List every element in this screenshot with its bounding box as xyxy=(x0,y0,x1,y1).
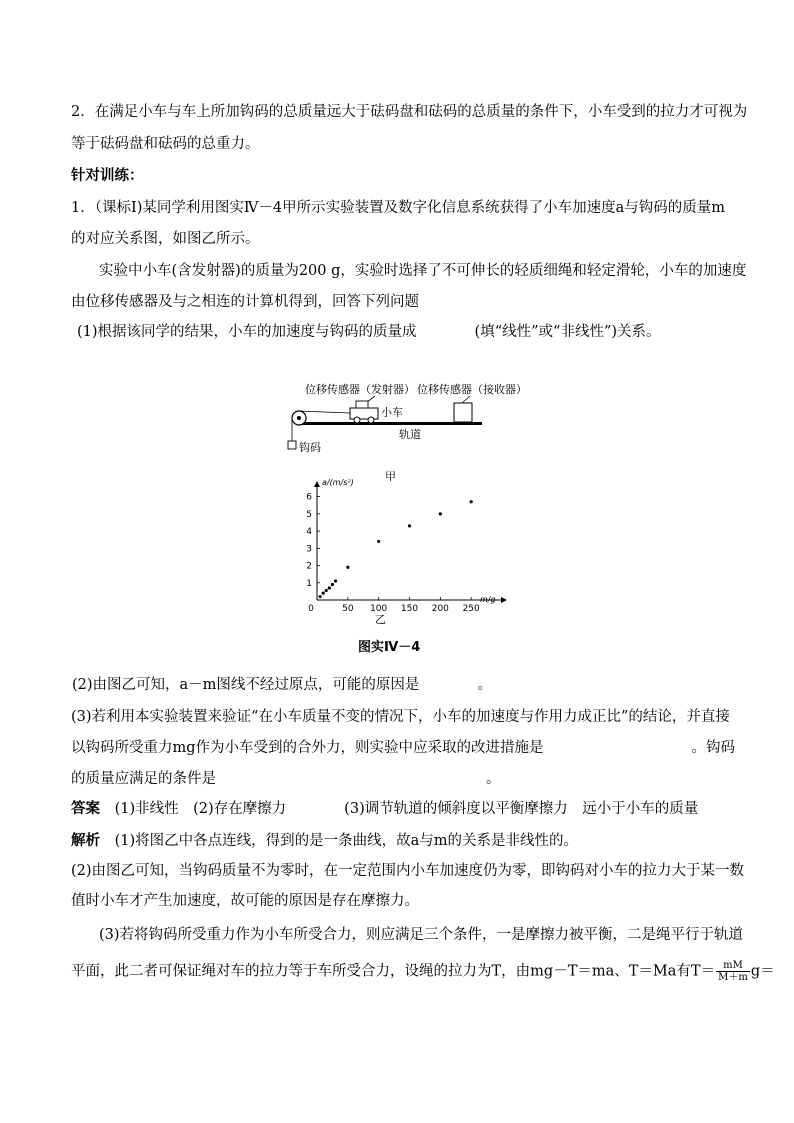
question-3-line-3 xyxy=(71,769,501,789)
analysis-text-5-tail: g＝ xyxy=(750,963,775,980)
scatter-chart xyxy=(290,476,510,626)
question-2 xyxy=(72,675,492,695)
analysis-line-5 xyxy=(71,960,775,983)
question-3-end: 。 xyxy=(486,771,501,787)
problem-line-3: 实验中小车(含发射器)的质量为200 g，实验时选择了不可伸长的轻质细绳和轻定滑轮，小车的加速度 xyxy=(99,263,747,279)
apparatus-diagram xyxy=(280,376,527,476)
analysis-line-4: (3)若将钩码所受重力作为小车所受合力，则应满足三个条件，一是摩擦力被平衡，二是绳平行于轨道 xyxy=(99,927,744,943)
y-axis-arrow xyxy=(314,481,320,487)
analysis-line-2: (2)由图乙可知，当钩码质量不为零时，在一定范围内小车加速度仍为零，即钩码对小车的拉力大于某一数 xyxy=(71,863,745,879)
data-point xyxy=(470,500,473,503)
answer-line xyxy=(71,799,698,819)
problem-line-4: 由位移传感器及与之相连的计算机得到，回答下列问题 xyxy=(71,294,419,310)
question-3-text: 以钩码所受重力mg作为小车受到的合外力，则实验中应采取的改进措施是 xyxy=(71,740,544,756)
fraction-numerator: mM xyxy=(716,960,750,972)
x-tick-label: 150 xyxy=(400,604,419,614)
x-tick-label: 250 xyxy=(462,604,480,614)
data-point xyxy=(328,586,331,589)
question-2-text: (2)由图乙可知，a－m图线不经过原点，可能的原因是 xyxy=(72,677,420,693)
hook-weight-label: 钩码 xyxy=(299,441,321,454)
analysis-line-3: 值时小车才产生加速度，故可能的原因是存在摩擦力。 xyxy=(71,893,419,909)
y-axis-label: a/(m/s²) xyxy=(322,478,354,487)
figure-label-a: 甲 xyxy=(385,470,396,483)
sensor-receiver-label: 位移传感器（接收器） xyxy=(417,383,527,396)
x-tick-label: 0 xyxy=(308,604,314,614)
question-1-text: (1)根据该同学的结果，小车的加速度与钩码的质量成 xyxy=(77,324,417,340)
tension-fraction xyxy=(716,960,750,983)
y-tick-label: 3 xyxy=(306,544,312,555)
question-2-end: 。 xyxy=(477,677,492,693)
problem-line-2: 的对应关系图，如图乙所示。 xyxy=(71,231,260,247)
answer-label: 答案 xyxy=(71,801,100,817)
training-heading: 针对训练： xyxy=(71,167,144,184)
data-point xyxy=(439,512,442,515)
y-tick-labels xyxy=(306,493,320,589)
data-point xyxy=(318,595,321,598)
analysis-text-1: (1)将图乙中各点连线，得到的是一条曲线，故a与m的关系是非线性的。 xyxy=(114,833,579,849)
y-tick-label: 6 xyxy=(306,492,312,503)
question-1 xyxy=(77,322,661,342)
question-3-line-1: (3)若利用本实验装置来验证“在小车质量不变的情况下，小车的加速度与作用力成正比”的结论，并直接 xyxy=(71,709,730,725)
x-tick-label: 50 xyxy=(342,604,354,614)
data-points xyxy=(318,500,472,598)
analysis-text-5: 平面，此二者可保证绳对车的拉力等于车所受合力，设绳的拉力为T，由mg－T＝ma、T＝Ma有T＝ xyxy=(71,963,716,980)
figure-label-b: 乙 xyxy=(375,613,386,626)
analysis-line-1 xyxy=(71,831,578,851)
x-axis-arrow xyxy=(501,597,507,603)
x-tick-label: 200 xyxy=(431,604,449,614)
cart-label: 小车 xyxy=(381,406,403,419)
intro-line-1: 2．在满足小车与车上所加钩码的总质量远大于砝码盘和砝码的总质量的条件下，小车受到的拉力才可视为 xyxy=(71,104,748,120)
data-point xyxy=(377,540,380,543)
cart-icon xyxy=(350,408,378,419)
x-axis-label: m/g xyxy=(480,595,496,604)
data-point xyxy=(331,583,334,586)
analysis-label: 解析 xyxy=(71,833,100,849)
answer-text: (1)非线性 (2)存在摩擦力 (3)调节轨道的倾斜度以平衡摩擦力 远小于小车的质量 xyxy=(114,801,699,817)
data-point xyxy=(346,566,349,569)
x-tick-label: 100 xyxy=(370,604,388,614)
track-label: 轨道 xyxy=(399,428,421,441)
y-tick-label: 2 xyxy=(306,561,312,572)
y-tick-label: 1 xyxy=(306,578,312,589)
question-3-tail: 。钩码 xyxy=(691,740,736,756)
fraction-denominator: M＋m xyxy=(718,972,748,983)
data-point xyxy=(325,589,328,592)
hook-weight-icon xyxy=(288,441,296,449)
question-3-condition: 的质量应满足的条件是 xyxy=(71,771,216,787)
y-tick-label: 5 xyxy=(306,509,312,520)
y-tick-label: 4 xyxy=(306,527,312,538)
problem-line-1: 1．（课标Ⅰ)某同学利用图实Ⅳ－4甲所示实验装置及数字化信息系统获得了小车加速度a与钩码的质量m xyxy=(71,200,725,216)
question-1-hint: (填“线性”或“非线性”)关系。 xyxy=(474,324,661,340)
data-point xyxy=(408,524,411,527)
data-point xyxy=(334,579,337,582)
intro-line-2: 等于砝码盘和砝码的总重力。 xyxy=(71,136,260,152)
receiver-icon xyxy=(454,403,472,422)
chart-axes xyxy=(314,481,507,603)
sensor-emitter-label: 位移传感器（发射器） xyxy=(305,383,415,396)
data-point xyxy=(322,592,325,595)
figure-caption: 图实Ⅳ－4 xyxy=(358,640,421,655)
question-3-line-2 xyxy=(71,738,735,758)
